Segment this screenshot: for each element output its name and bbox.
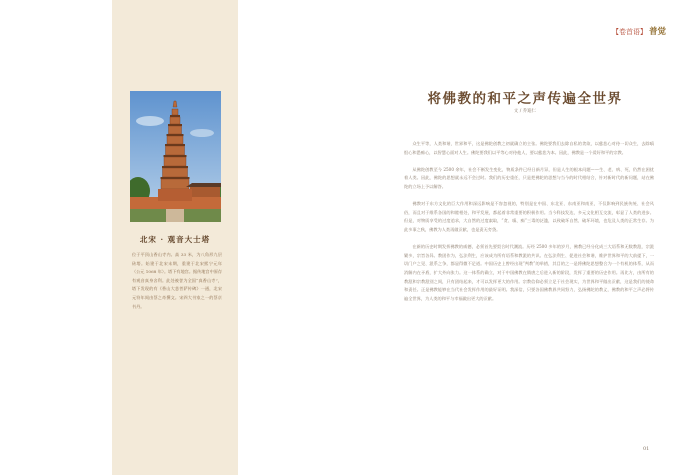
column-tag	[612, 25, 666, 37]
article-paragraph: 众生平等，人类和谐，世界和平，这是佛陀创教之初就确立的主张。佛陀要我们去除自私的贪欲，以慈悲心对待一切众生，去除嗔恨心和愚痴心，以智慧心面对人生。佛陀要我们以平等心对待他人，要以慈悲为本。因此，佛教是一个爱好和平的宗教。	[404, 141, 654, 155]
article-paragraph: 从佛陀创教至今 2500 余年，社会不断发生变化，物质条件已经日新月异，但是人生的根本问题——生、老、病、死，仍然在困扰着人类。因此，佛陀的思想就永远不会过时。我们的历史重任，只是把佛陀的思想与当今的时代相结合，针对新时代的新问题，站在佛陀的立场上予以解答。	[404, 166, 654, 189]
magazine-brand: 普觉	[649, 27, 667, 37]
article-byline: 文 / 乔迪仁	[513, 109, 537, 114]
left-sidebar	[112, 0, 238, 475]
article-paragraph: 在新的历史时期发挥佛教的威德，必须首先要契合时代潮流。历经 2500 多年的岁月，佛教已经分化成三大语系和无数教派，宗派繁多，宗旨各异。教团作为，弘法利生，应该成为所有语系和教派的共识。在弘法利生、促进社会和谐，维护世界和平的大前提下，一切门户之见、派系之争，都显得微不足道。中国历史上曾经出现“判教”的举措，其目的之一是将佛陀思想整合为一个有机的体系，从而消解内在矛盾，扩大外向张力。这一体系的确立，对于中国佛教在隋唐之后进入新的阶段，发挥了重要的历史作用。再比方，由所有的教派和宗教派别之间，只有团结起来，才可以发挥更大的作用。宗教信仰必须立足于社会现实，为世界和平做出贡献，这是我们的使命和责任。正是佛教能够在当代社会发挥作用的最好证明。我深信，只要各国佛教界共同努力，弘扬佛陀的教义，佛教的和平之声必将传遍全世界，为人类的和平与幸福做出更大的贡献。	[404, 244, 654, 301]
column-bracket-close: 】	[640, 28, 647, 36]
pagoda-illustration	[130, 91, 221, 222]
page-number: 01	[643, 446, 650, 452]
column-bracket-open: 【	[612, 28, 619, 36]
column-label: 卷首语	[619, 28, 640, 36]
pagoda-photo	[130, 91, 221, 222]
photo-caption-title: 北宋 · 观音大士塔	[139, 235, 211, 244]
article-title: 将佛教的和平之声传遍全世界	[427, 91, 623, 108]
photo-caption-text: 位于平顶山香山寺内。高 33 米，为八角形九层砖塔。始建于北宋末期，重建于北宋熙宁元年（公元 1068 年）。塔下有地宫。据传地宫中原存有观音真身舍利。此处被誉为全国“真香山寺”，塔下发现的有《香山大悲菩萨传碑》一通，北宋元符年间由蔡之奇撰文。宋四大书家之一的蔡京书丹。	[132, 252, 222, 309]
article-body	[404, 140, 654, 312]
article-paragraph: 佛教对于东方文化的巨大作用和深远影响是不容忽视的，特别是在中国、东北亚、东南亚和南亚，不仅影响到民族传统、社会风俗，而且对于维系各国的和睦相处，和平发展，都起着非常重要的积极作用。当今科技发达，多元文化相互交流，彰显了人类的进步。但是，对物质享受的过度追求，大自然的过度索取，“贪、嗔、痴”三毒的泛滥，以致破坏自然、破坏环境，也危及人类的正常生存。为此多事之秋，佛教为人类再做贡献，也是责无旁贷。	[404, 201, 654, 232]
